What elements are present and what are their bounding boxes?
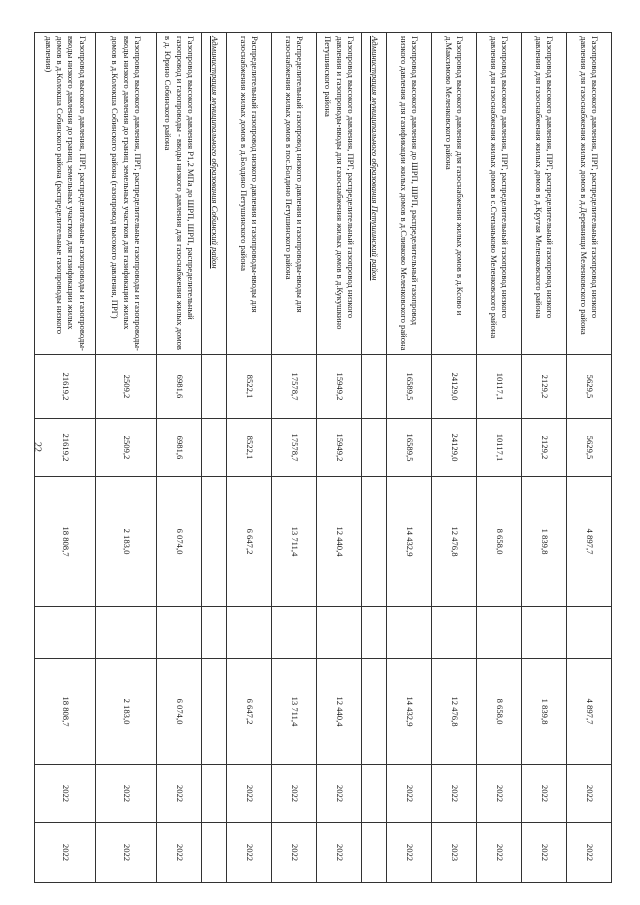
total-cost-cell: 5629,5 — [567, 355, 612, 419]
object-name-cell: Газопровод высокого давления Р1,2 МПа до ШРП, ШРП, распределительный газопровод и газопроводы - вводы низкого давления для газоснабжения жилых домов в д. Юрино Собинского района — [157, 33, 202, 355]
object-name-cell: Газопровод высокого давления до ШРП, ШРП, распределительный газопровод низкого давления для газификации жилых домов в д.Сливково Меленковского района — [387, 33, 432, 355]
end-year-cell: 2022 — [522, 823, 567, 883]
total-cost-cell: 24129,0 — [432, 355, 477, 419]
total-cost-cell: 15949,2 — [317, 355, 362, 419]
object-name-cell: Газопровод высокого давления, ПРГ, распределительный газопровод низкого давления и газопроводы-вводы для газоснабжения жилых домов в д.Кукушкино Петушинского района — [317, 33, 362, 355]
object-name-cell: Газопровод высокого давления для газоснабжения жилых домов в д.Ксово и д.Максимово Меленковского района — [432, 33, 477, 355]
allocation-cell: 12 440,4 — [317, 659, 362, 765]
start-year-cell: 2022 — [317, 765, 362, 823]
empty-cell — [96, 607, 157, 659]
object-name-cell: Распределительный газопровод низкого давления и газопроводы-вводы для газоснабжения жилых домов в пос.Болдино Петушинского района — [272, 33, 317, 355]
section-row — [202, 33, 227, 883]
empty-cell — [477, 607, 522, 659]
end-year-cell: 2022 — [35, 823, 96, 883]
section-title: Администрация муниципального образования Собинский район — [202, 33, 227, 355]
funding-cell: 14 432,9 — [387, 477, 432, 607]
section-row — [362, 33, 387, 883]
empty-cell — [522, 607, 567, 659]
total-cost-cell: 2509,2 — [96, 355, 157, 419]
empty-cell — [567, 607, 612, 659]
section-empty-cell — [202, 607, 227, 659]
empty-cell — [317, 607, 362, 659]
table-row — [96, 33, 157, 883]
object-name-cell: Газопровод высокого давления, ПРГ, распределительный газопровод низкого давления для газоснабжения жилых домов в д.Деревнищи Меленковского района — [567, 33, 612, 355]
total-cost-cell: 2129,2 — [522, 355, 567, 419]
section-empty-cell — [362, 765, 387, 823]
empty-cell — [272, 607, 317, 659]
document-page — [43, 32, 612, 882]
table-row — [227, 33, 272, 883]
object-name-cell: Газопровод высокого давления, ПРГ, распределительные газопроводы и газопроводы-вводы низкого давления до границ земельных участков для газификации жилых домов в д.Колокша Собинского района (газопровод высокого давления, ПРГ) — [96, 33, 157, 355]
empty-cell — [157, 607, 202, 659]
end-year-cell: 2022 — [387, 823, 432, 883]
start-year-cell: 2022 — [272, 765, 317, 823]
estimated-cost-cell: 10117,1 — [477, 419, 522, 477]
allocation-cell: 6 647,2 — [227, 659, 272, 765]
funding-cell: 4 897,7 — [567, 477, 612, 607]
total-cost-cell: 16589,5 — [387, 355, 432, 419]
table-row — [522, 33, 567, 883]
start-year-cell: 2022 — [157, 765, 202, 823]
allocation-cell: 8 658,0 — [477, 659, 522, 765]
empty-cell — [227, 607, 272, 659]
empty-cell — [387, 607, 432, 659]
table-row — [317, 33, 362, 883]
section-empty-cell — [362, 477, 387, 607]
section-empty-cell — [362, 355, 387, 419]
allocation-cell: 18 808,7 — [35, 659, 96, 765]
section-empty-cell — [202, 419, 227, 477]
section-empty-cell — [362, 659, 387, 765]
allocation-cell: 6 074,0 — [157, 659, 202, 765]
end-year-cell: 2023 — [432, 823, 477, 883]
end-year-cell: 2022 — [157, 823, 202, 883]
table-row — [272, 33, 317, 883]
section-empty-cell — [202, 765, 227, 823]
section-empty-cell — [202, 477, 227, 607]
start-year-cell: 2022 — [522, 765, 567, 823]
end-year-cell: 2022 — [477, 823, 522, 883]
total-cost-cell: 17578,7 — [272, 355, 317, 419]
funding-cell: 1 839,8 — [522, 477, 567, 607]
allocation-cell: 14 432,9 — [387, 659, 432, 765]
funding-cell: 8 658,0 — [477, 477, 522, 607]
total-cost-cell: 10117,1 — [477, 355, 522, 419]
gas-pipeline-table — [31, 32, 612, 883]
end-year-cell: 2022 — [567, 823, 612, 883]
funding-cell: 6 647,2 — [227, 477, 272, 607]
object-name-cell: Распределительный газопровод низкого давления и газопроводы-вводы для газоснабжения жилых домов в д.Болдино Петушинского района — [227, 33, 272, 355]
table-row — [567, 33, 612, 883]
estimated-cost-cell: 21619,2 — [35, 419, 96, 477]
estimated-cost-cell: 24129,0 — [432, 419, 477, 477]
funding-cell: 6 074,0 — [157, 477, 202, 607]
estimated-cost-cell: 2129,2 — [522, 419, 567, 477]
empty-cell — [35, 607, 96, 659]
section-empty-cell — [202, 659, 227, 765]
end-year-cell: 2022 — [227, 823, 272, 883]
start-year-cell: 2022 — [567, 765, 612, 823]
table-row — [477, 33, 522, 883]
end-year-cell: 2022 — [96, 823, 157, 883]
empty-cell — [432, 607, 477, 659]
allocation-cell: 1 839,8 — [522, 659, 567, 765]
page-number: 22 — [31, 442, 43, 452]
allocation-cell: 12 476,8 — [432, 659, 477, 765]
table-row — [35, 33, 96, 883]
table-row — [157, 33, 202, 883]
funding-cell: 12 440,4 — [317, 477, 362, 607]
allocation-cell: 4 897,7 — [567, 659, 612, 765]
allocation-cell: 13 711,4 — [272, 659, 317, 765]
section-empty-cell — [202, 823, 227, 883]
estimated-cost-cell: 2509,2 — [96, 419, 157, 477]
funding-cell: 18 808,7 — [35, 477, 96, 607]
section-empty-cell — [362, 419, 387, 477]
funding-cell: 12 476,8 — [432, 477, 477, 607]
funding-cell: 2 183,0 — [96, 477, 157, 607]
estimated-cost-cell: 8522,1 — [227, 419, 272, 477]
start-year-cell: 2022 — [96, 765, 157, 823]
estimated-cost-cell: 6981,6 — [157, 419, 202, 477]
section-empty-cell — [362, 823, 387, 883]
start-year-cell: 2022 — [35, 765, 96, 823]
start-year-cell: 2022 — [432, 765, 477, 823]
object-name-cell: Газопровод высокого давления, ПРГ, распределительные газопроводы и газопроводы-вводы низкого давления до границ земельных участков для газификации жилых домов в д.Колокша Собинского района (распределительные газопроводы низкого давления) — [35, 33, 96, 355]
total-cost-cell: 21619,2 — [35, 355, 96, 419]
object-name-cell: Газопровод высокого давления, ПРГ, распределительный газопровод низкого давления для газоснабжения жилых домов в с.Степаньково Меленковского района — [477, 33, 522, 355]
total-cost-cell: 8522,1 — [227, 355, 272, 419]
allocation-cell: 2 183,0 — [96, 659, 157, 765]
table-body — [35, 33, 612, 883]
table-row — [432, 33, 477, 883]
estimated-cost-cell: 5629,5 — [567, 419, 612, 477]
section-empty-cell — [362, 607, 387, 659]
object-name-cell: Газопровод высокого давления, ПРГ, распределительный газопровод низкого давления для газоснабжения жилых домов в д.Крутая Меленковского района — [522, 33, 567, 355]
start-year-cell: 2022 — [387, 765, 432, 823]
start-year-cell: 2022 — [227, 765, 272, 823]
start-year-cell: 2022 — [477, 765, 522, 823]
section-title: Администрация муниципального образования Петушинский район — [362, 33, 387, 355]
estimated-cost-cell: 15949,2 — [317, 419, 362, 477]
estimated-cost-cell: 17578,7 — [272, 419, 317, 477]
end-year-cell: 2022 — [317, 823, 362, 883]
table-row — [387, 33, 432, 883]
funding-cell: 13 711,4 — [272, 477, 317, 607]
total-cost-cell: 6981,6 — [157, 355, 202, 419]
section-empty-cell — [202, 355, 227, 419]
estimated-cost-cell: 16589,5 — [387, 419, 432, 477]
end-year-cell: 2022 — [272, 823, 317, 883]
